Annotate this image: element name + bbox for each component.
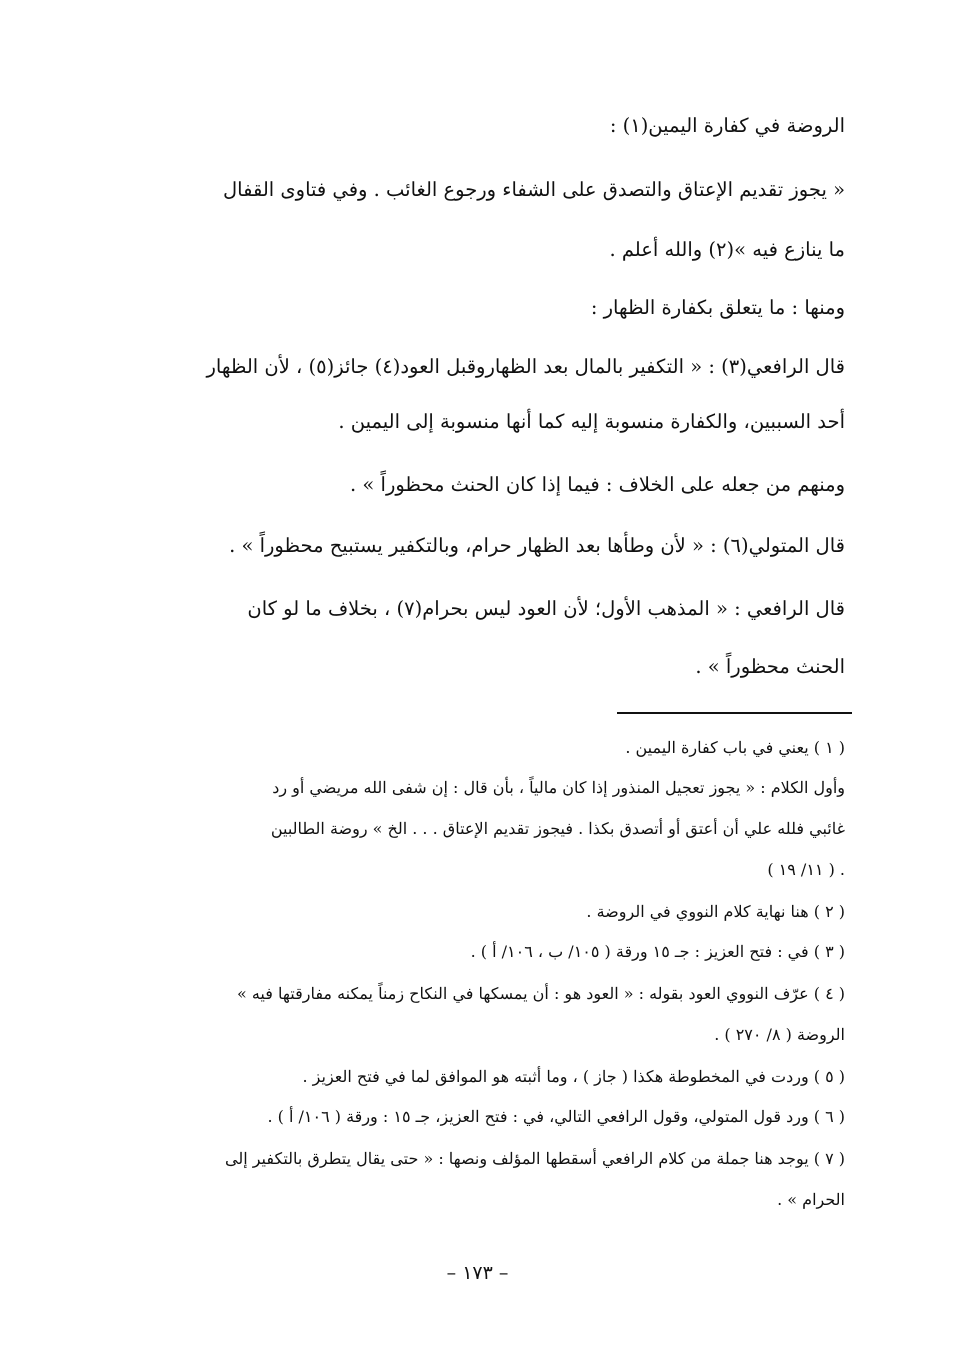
- main-line-8: قال المتولي(٦) : « لأن وطأها بعد الظهار حرام، وبالتكفير يستبيح محظوراً » .: [229, 534, 845, 557]
- footnote-7: ( ٧ ) يوجد هنا جملة من كلام الرافعي أسقطها المؤلف ونصها : « حتى يقال يتطرق بالتكفير إلى: [224, 1149, 845, 1168]
- main-line-1: الروضة في كفارة اليمين(١) :: [609, 114, 845, 137]
- main-line-7: ومنهم من جعله على الخلاف : فيما إذا كان الحنث محظوراً » .: [350, 473, 845, 496]
- page-number: – ١٧٣ –: [446, 1262, 509, 1284]
- main-line-3: ما ينازع فيه »(٢) والله أعلم .: [609, 238, 845, 261]
- main-line-6: أحد السببين، والكفارة منسوبة إليه كما أنها منسوبة إلى اليمين .: [338, 410, 845, 433]
- main-line-2: « يجوز تقديم الإعتاق والتصدق على الشفاء ورجوع الغائب . وفي فتاوى القفال: [223, 178, 845, 201]
- footnote-5: ( ٥ ) وردت في المخطوطة هكذا ( جاز ) ، وما أثبته هو الموافق لما في فتح العزيز .: [302, 1067, 845, 1086]
- footnote-1: ( ١ ) يعني في باب كفارة اليمين .: [625, 738, 845, 757]
- footnote-6: ( ٦ ) ورد قول المتولي، وقول الرافعي التالي، في : فتح العزيز، جـ ١٥ : ورقة ( ١٠٦/ أ ) .: [267, 1107, 845, 1126]
- main-line-9: قال الرافعي : « المذهب الأول؛ لأن العود ليس بحرام(٧) ، بخلاف ما لو كان: [247, 597, 845, 620]
- footnote-4-cont: الروضة ( ٨/ ٢٧٠ ) .: [714, 1025, 845, 1044]
- main-line-4: ومنها : ما يتعلق بكفارة الظهار :: [590, 296, 845, 319]
- footnote-2: ( ٢ ) هنا نهاية كلام النووي في الروضة .: [586, 902, 845, 921]
- main-line-10: الحنث محظوراً » .: [695, 655, 845, 678]
- footnote-separator: [617, 712, 852, 714]
- footnote-1-cont-1: وأول الكلام : « يجوز تعجيل المنذور إذا كان مالياً ، بأن قال : إن شفى الله مريضي أو رد: [272, 778, 845, 797]
- footnote-3: ( ٣ ) في : فتح العزيز : جـ ١٥ ورقة ( ١٠٥/ ب ، ١٠٦/ أ ) .: [470, 942, 845, 961]
- footnote-1-cont-3: ( ١١/ ١٩ ) .: [767, 860, 845, 879]
- main-line-5: قال الرافعي(٣) : « التكفير بالمال بعد الظهاروقبل العود(٤) جائز(٥) ، لأن الظهار: [206, 355, 845, 378]
- footnote-1-cont-2: غائبي فلله علي أن أعتق أو أتصدق بكذا . فيجوز تقديم الإعتاق . . . الخ » روضة الطالبين: [270, 819, 845, 838]
- footnote-4: ( ٤ ) عرّف النووي العود بقوله : « العود هو : أن يمسكها في النكاح زمناً يمكنه مفارقتها فيه »: [236, 984, 845, 1003]
- footnote-7-cont: الحرام » .: [777, 1190, 845, 1209]
